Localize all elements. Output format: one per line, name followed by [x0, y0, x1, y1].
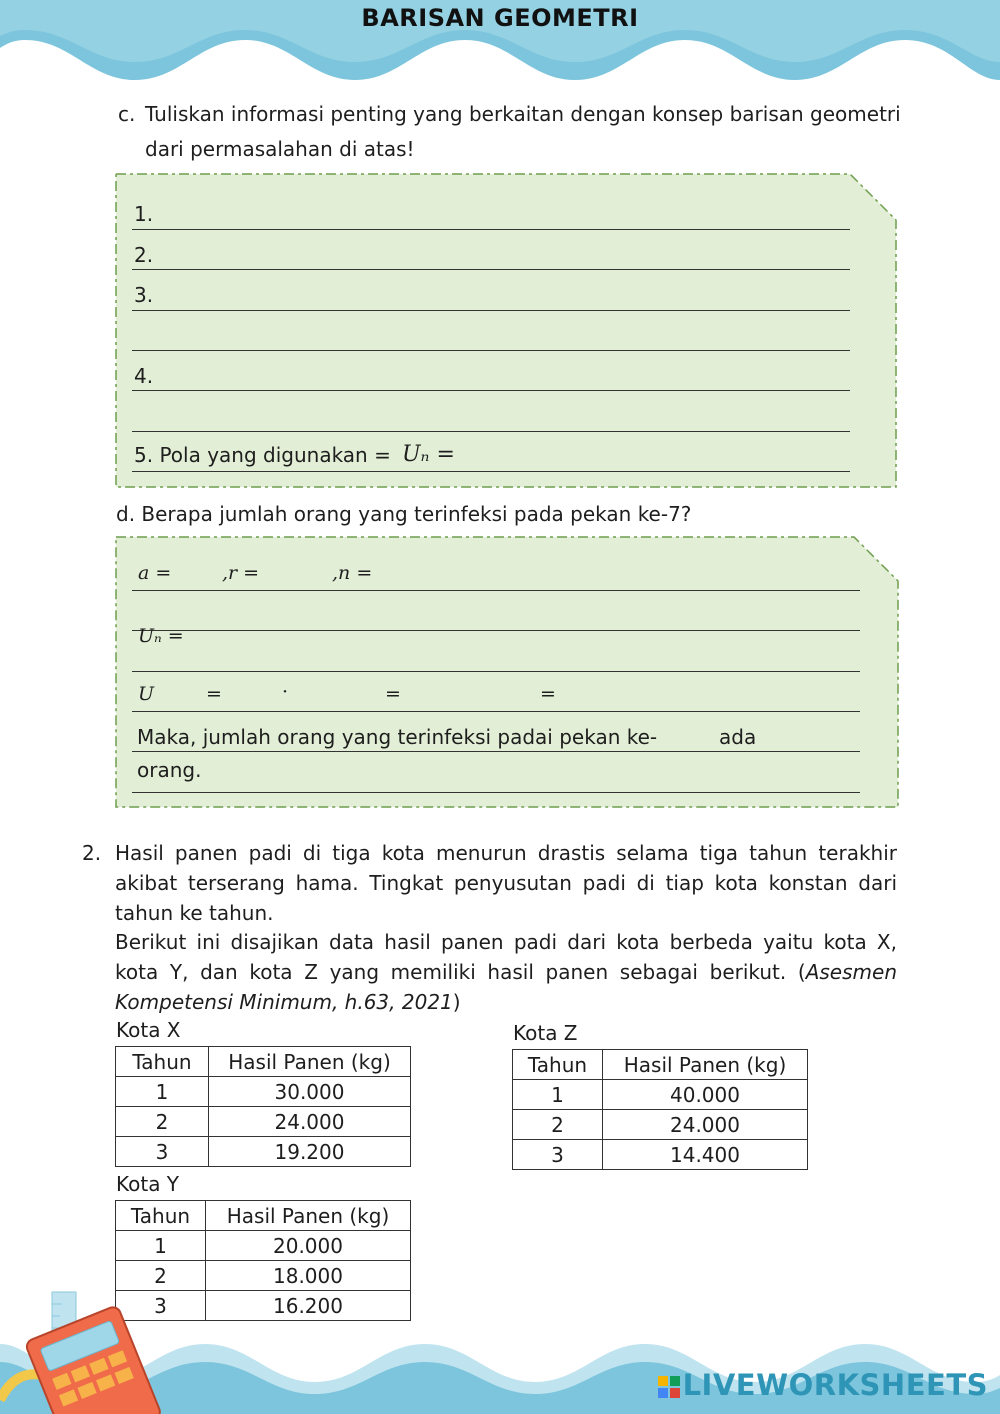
- table-row: [513, 1080, 808, 1110]
- para2-source: Asesmen Kompetensi Minimum, h.63, 2021: [115, 960, 897, 1014]
- table-header-year: Tahun: [116, 1047, 209, 1077]
- pattern-formula: Uₙ =: [402, 442, 455, 467]
- u-label: U: [138, 683, 155, 705]
- table-row: [513, 1110, 808, 1140]
- section-c-question-line2: dari permasalahan di atas!: [145, 137, 415, 161]
- year-cell: 3: [116, 1137, 209, 1167]
- harvest-cell: 18.000: [206, 1261, 411, 1291]
- multiply-dot: ·: [282, 681, 289, 703]
- answer-line[interactable]: [132, 711, 860, 712]
- info-item-5-label: 5. Pola yang digunakan =: [134, 443, 391, 467]
- var-n-label: ,n =: [332, 562, 373, 584]
- section-c-prefix: c.: [118, 102, 136, 126]
- var-r-label: ,r =: [222, 562, 260, 584]
- kota-x-table: [115, 1046, 411, 1167]
- section-d-question: d. Berapa jumlah orang yang terinfeksi pada pekan ke-7?: [116, 502, 692, 526]
- table-header-harvest: Hasil Panen (kg): [603, 1050, 808, 1080]
- table-header-harvest: Hasil Panen (kg): [206, 1201, 411, 1231]
- answer-line[interactable]: [132, 590, 860, 591]
- conclusion-text: Maka, jumlah orang yang terinfeksi padai pekan ke-: [137, 725, 658, 749]
- answer-line[interactable]: [132, 671, 860, 672]
- var-a-label: a =: [138, 562, 172, 584]
- liveworksheets-logo-icon: [658, 1376, 680, 1398]
- answer-line[interactable]: [132, 471, 850, 472]
- kota-x-label: Kota X: [116, 1018, 181, 1042]
- year-cell: 1: [116, 1231, 206, 1261]
- table-header-year: Tahun: [116, 1201, 206, 1231]
- table-row: [116, 1261, 411, 1291]
- kota-y-label: Kota Y: [116, 1172, 180, 1196]
- problem-2-paragraph-2: [115, 927, 897, 1017]
- kota-z-table: [512, 1049, 808, 1170]
- equals-sign: =: [206, 683, 222, 705]
- answer-line[interactable]: [132, 350, 850, 351]
- table-row: [116, 1077, 411, 1107]
- brand-text: LIVEWORKSHEETS: [682, 1368, 988, 1402]
- problem-2-paragraph-1: Hasil panen padi di tiga kota menurun drastis selama tiga tahun terakhir akibat terserang hama. Tingkat penyusutan padi di tiap kota konstan dari tahun ke tahun.: [115, 841, 897, 925]
- section-c-question-line1: Tuliskan informasi penting yang berkaitan dengan konsep barisan geometri: [145, 102, 901, 126]
- info-item-2: 2.: [134, 243, 154, 267]
- liveworksheets-logo: [658, 1368, 988, 1402]
- info-item-4: 4.: [134, 364, 154, 388]
- year-cell: 1: [513, 1080, 603, 1110]
- year-cell: 3: [513, 1140, 603, 1170]
- answer-line[interactable]: [132, 390, 850, 391]
- answer-line[interactable]: [132, 630, 860, 631]
- para2-end: ): [452, 990, 461, 1014]
- calculator-icon: [0, 1290, 170, 1414]
- page-title: BARISAN GEOMETRI: [361, 4, 639, 32]
- year-cell: 3: [116, 1291, 206, 1321]
- conclusion-orang: orang.: [137, 758, 202, 782]
- harvest-cell: 24.000: [603, 1110, 808, 1140]
- year-cell: 2: [116, 1107, 209, 1137]
- answer-line[interactable]: [132, 431, 850, 432]
- year-cell: 2: [513, 1110, 603, 1140]
- answer-line[interactable]: [132, 751, 860, 752]
- equals-sign: =: [540, 683, 556, 705]
- harvest-cell: 14.400: [603, 1140, 808, 1170]
- para2-main: Berikut ini disajikan data hasil panen padi dari kota berbeda yaitu kota X, kota Y, dan kota Z yang memiliki hasil panen sebagai berikut. (: [115, 930, 897, 984]
- harvest-cell: 30.000: [209, 1077, 411, 1107]
- info-item-1: 1.: [134, 202, 154, 226]
- table-row: [513, 1140, 808, 1170]
- harvest-cell: 24.000: [209, 1107, 411, 1137]
- equals-sign: =: [385, 683, 401, 705]
- harvest-cell: 19.200: [209, 1137, 411, 1167]
- info-item-3: 3.: [134, 283, 154, 307]
- answer-line[interactable]: [132, 792, 860, 793]
- harvest-cell: 40.000: [603, 1080, 808, 1110]
- answer-line[interactable]: [132, 310, 850, 311]
- conclusion-text-ada: ada: [719, 725, 757, 749]
- year-cell: 1: [116, 1077, 209, 1107]
- harvest-cell: 20.000: [206, 1231, 411, 1261]
- un-formula-label: Uₙ =: [138, 625, 184, 647]
- harvest-cell: 16.200: [206, 1291, 411, 1321]
- table-header-year: Tahun: [513, 1050, 603, 1080]
- year-cell: 2: [116, 1261, 206, 1291]
- problem-2-number: 2.: [82, 841, 102, 865]
- table-row: [116, 1107, 411, 1137]
- table-row: [116, 1231, 411, 1261]
- table-header-harvest: Hasil Panen (kg): [209, 1047, 411, 1077]
- answer-line[interactable]: [132, 229, 850, 230]
- answer-line[interactable]: [132, 269, 850, 270]
- table-row: [116, 1137, 411, 1167]
- kota-z-label: Kota Z: [513, 1021, 578, 1045]
